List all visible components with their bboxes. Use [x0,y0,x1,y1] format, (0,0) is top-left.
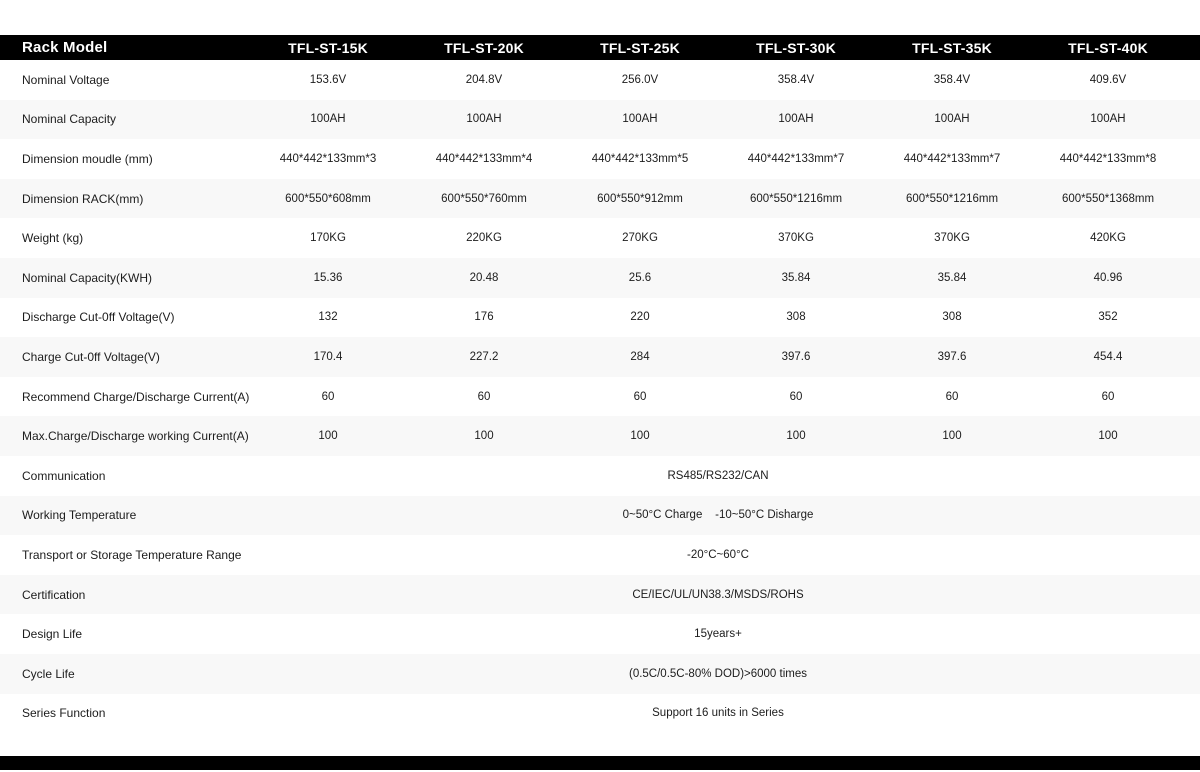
header-rack-model-label: Rack Model [22,39,108,56]
header-model-15k: TFL-ST-15K [288,39,368,56]
cell-value: 220 [630,311,650,324]
cell-value: 440*442*133mm*8 [1059,152,1157,165]
cell-value: 40.96 [1093,271,1123,284]
header-model-20k: TFL-ST-20K [444,39,524,56]
cell-value: 440*442*133mm*3 [279,152,377,165]
cell-value: 370KG [778,232,814,245]
cell-value: 220KG [466,232,502,245]
table-row-recommend-current [0,377,1200,417]
cell-value: 409.6V [1089,73,1127,86]
cell-value: 153.6V [309,73,347,86]
row-label: Weight (kg) [22,231,84,246]
table-header-row [0,35,1200,60]
row-label: Design Life [22,627,83,642]
cell-value: 370KG [934,232,970,245]
cell-merged-value: -20°C~60°C [687,548,749,561]
bottom-bar [0,756,1200,770]
header-model-30k: TFL-ST-30K [756,39,836,56]
cell-value: 397.6 [781,350,811,363]
cell-value: 440*442*133mm*7 [903,152,1001,165]
table-row-design-life [0,614,1200,654]
cell-value: 170.4 [313,350,343,363]
cell-value: 600*550*1216mm [905,192,999,205]
row-label: Dimension moudle (mm) [22,151,153,166]
cell-value: 440*442*133mm*4 [435,152,533,165]
header-model-40k: TFL-ST-40K [1068,39,1148,56]
cell-merged-value: CE/IEC/UL/UN38.3/MSDS/ROHS [632,588,804,601]
row-label: Dimension RACK(mm) [22,191,144,206]
cell-merged-value: 0~50°C Charge -10~50°C Disharge [622,509,814,522]
cell-value: 352 [1098,311,1118,324]
row-label: Nominal Capacity(KWH) [22,270,153,285]
cell-value: 132 [318,311,338,324]
cell-value: 600*550*760mm [441,192,527,205]
cell-value: 60 [789,390,803,403]
cell-value: 420KG [1090,232,1126,245]
table-row-nominal-capacity [0,100,1200,140]
cell-value: 100AH [622,113,658,126]
cell-value: 270KG [622,232,658,245]
row-label: Nominal Capacity [22,112,117,127]
cell-value: 100AH [466,113,502,126]
cell-value: 100 [318,430,338,443]
header-rack-model [0,39,250,56]
cell-merged-value: (0.5C/0.5C-80% DOD)>6000 times [628,667,807,680]
cell-value: 15.36 [313,271,343,284]
table-row-dimension-rack [0,179,1200,219]
cell-merged-value: 15years+ [694,628,742,641]
table-row-discharge-cutoff [0,298,1200,338]
cell-value: 600*550*1216mm [749,192,843,205]
row-label: Transport or Storage Temperature Range [22,547,242,562]
row-label: Charge Cut-0ff Voltage(V) [22,349,160,364]
table-row-nominal-voltage [0,60,1200,100]
cell-value: 308 [786,311,806,324]
cell-value: 35.84 [781,271,811,284]
table-row-working-temperature [0,496,1200,536]
table-row-communication [0,456,1200,496]
table-row-storage-temperature [0,535,1200,575]
header-model-35k: TFL-ST-35K [912,39,992,56]
row-label: Max.Charge/Discharge working Current(A) [22,429,249,444]
header-model-25k: TFL-ST-25K [600,39,680,56]
row-label: Recommend Charge/Discharge Current(A) [22,389,250,404]
cell-merged-value: RS485/RS232/CAN [667,469,769,482]
table-body [0,60,1200,733]
cell-value: 60 [1101,390,1115,403]
cell-value: 358.4V [933,73,971,86]
row-label: Discharge Cut-0ff Voltage(V) [22,310,175,325]
cell-value: 170KG [310,232,346,245]
cell-value: 100AH [1090,113,1126,126]
row-label: Series Function [22,706,106,721]
cell-value: 100 [786,430,806,443]
cell-value: 204.8V [465,73,503,86]
cell-value: 284 [630,350,650,363]
cell-value: 176 [474,311,494,324]
cell-merged-value: Support 16 units in Series [652,707,784,720]
cell-value: 60 [477,390,491,403]
cell-value: 454.4 [1093,350,1123,363]
cell-value: 440*442*133mm*5 [591,152,689,165]
cell-value: 397.6 [937,350,967,363]
table-row-cycle-life [0,654,1200,694]
row-label: Working Temperature [22,508,137,523]
cell-value: 60 [633,390,647,403]
cell-value: 600*550*608mm [285,192,371,205]
cell-value: 60 [945,390,959,403]
cell-value: 600*550*1368mm [1061,192,1155,205]
cell-value: 20.48 [469,271,499,284]
row-label: Certification [22,587,86,602]
cell-value: 440*442*133mm*7 [747,152,845,165]
row-label: Cycle Life [22,666,75,681]
cell-value: 60 [321,390,335,403]
cell-value: 600*550*912mm [597,192,683,205]
table-row-nominal-capacity-kwh [0,258,1200,298]
table-row-series-function [0,694,1200,734]
cell-value: 35.84 [937,271,967,284]
cell-value: 100AH [778,113,814,126]
cell-value: 100 [474,430,494,443]
table-row-certification [0,575,1200,615]
cell-value: 358.4V [777,73,815,86]
cell-value: 227.2 [469,350,499,363]
cell-value: 100AH [310,113,346,126]
table-row-max-current [0,416,1200,456]
cell-value: 100 [1098,430,1118,443]
table-row-dimension-module [0,139,1200,179]
table-row-charge-cutoff [0,337,1200,377]
table-row-weight [0,218,1200,258]
cell-value: 100 [942,430,962,443]
row-label: Communication [22,468,106,483]
cell-value: 308 [942,311,962,324]
cell-value: 25.6 [628,271,652,284]
row-label: Nominal Voltage [22,72,110,87]
cell-value: 100 [630,430,650,443]
cell-value: 256.0V [621,73,659,86]
top-margin [0,0,1200,35]
cell-value: 100AH [934,113,970,126]
